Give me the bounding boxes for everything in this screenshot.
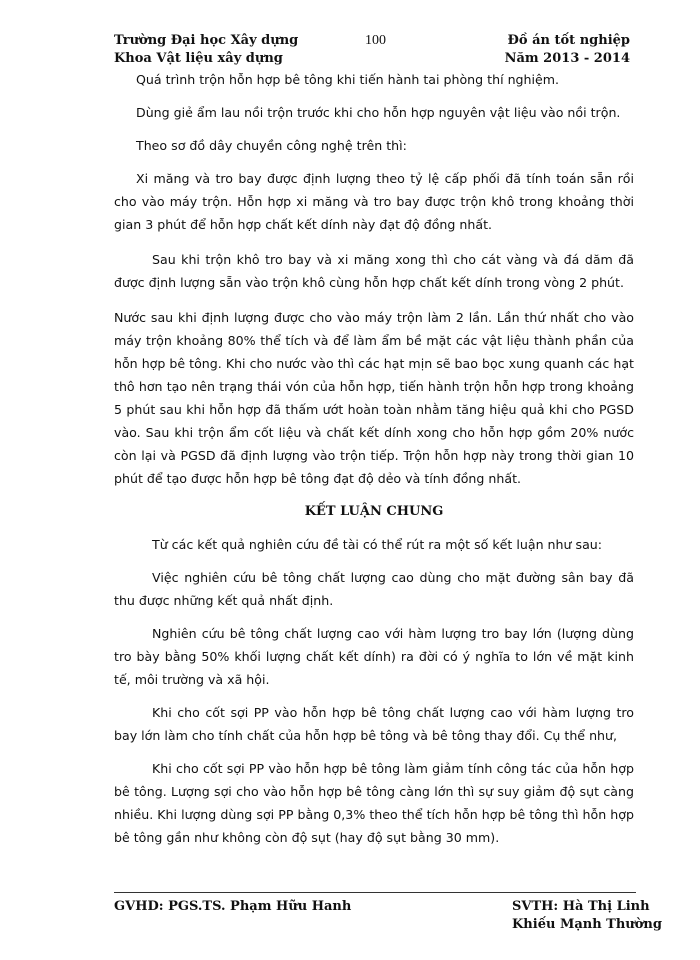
footer-supervisor: GVHD: PGS.TS. Phạm Hữu Hanh <box>114 899 352 914</box>
footer-divider <box>114 892 636 893</box>
paragraph: Nước sau khi định lượng được cho vào máy trộn làm 2 lần. Lần thứ nhất cho vào máy trộn khoảng 80% thể tích và để làm ẩm bề mặt các vật liệu thành phần của hỗn hợp bê tông. Khi cho nước vào thì các hạt mịn sẽ bao bọc xung quanh các hạt thô hơn tạo nên trạng thái vón của hỗn hợp, tiến hành trộn hỗn hợp trong khoảng 5 phút sau khi hỗn hợp đã thấm ướt hoàn toàn nhằm tăng hiệu quả khi cho PGSD vào. Sau khi trộn ẩm cốt liệu và chất kết dính xong cho hỗn hợp gồm 20% nước còn lại và PGSD đã định lượng vào trộn tiếp. Trộn hỗn hợp này trong thời gian 10 phút để tạo được hỗn hợp bê tông đạt độ dẻo và tính đồng nhất. <box>114 310 634 486</box>
page-body <box>114 68 634 849</box>
paragraph: Sau khi trộn khô tro bay và xi măng xong thì cho cát vàng và đá dăm đã được định lượng sẵn vào trộn khô cùng hỗn hợp chất kết dính trong vòng 2 phút. <box>114 252 634 290</box>
paragraph: Xi măng và tro bay được định lượng theo tỷ lệ cấp phối đã tính toán sẵn rồi cho vào máy trộn. Hỗn hợp xi măng và tro bay được trộn khô trong khoảng thời gian 3 phút để hỗn hợp chất kết dính này đạt độ đồng nhất. <box>114 171 634 232</box>
page-number: 100 <box>365 33 386 48</box>
paragraph: Từ các kết quả nghiên cứu đề tài có thể rút ra một số kết luận như sau: <box>152 537 603 552</box>
header-year: Năm 2013 - 2014 <box>504 51 630 66</box>
footer-student-1: SVTH: Hà Thị Linh <box>512 899 650 914</box>
footer-student-2: Khiếu Mạnh Thường <box>512 917 662 932</box>
header-faculty: Khoa Vật liệu xây dựng <box>114 51 283 66</box>
paragraph: Quá trình trộn hỗn hợp bê tông khi tiến hành tai phòng thí nghiệm. <box>136 72 560 87</box>
paragraph: Nghiên cứu bê tông chất lượng cao với hàm lượng tro bay lớn (lượng dùng tro bày bằng 50% khối lượng chất kết dính) ra đời có ý nghĩa to lớn về mặt kinh tế, môi trường và xã hội. <box>114 626 634 687</box>
paragraph: Việc nghiên cứu bê tông chất lượng cao dùng cho mặt đường sân bay đã thu được những kết quả nhất định. <box>114 570 634 608</box>
header-university: Trường Đại học Xây dựng <box>114 33 299 48</box>
paragraph: Theo sơ đồ dây chuyền công nghệ trên thì: <box>136 138 407 153</box>
paragraph: Dùng giẻ ẩm lau nồi trộn trước khi cho hỗn hợp nguyên vật liệu vào nồi trộn. <box>136 105 621 120</box>
section-heading: KẾT LUẬN CHUNG <box>304 504 444 519</box>
paragraph: Khi cho cốt sợi PP vào hỗn hợp bê tông làm giảm tính công tác của hỗn hợp bê tông. Lượng sợi cho vào hỗn hợp bê tông càng lớn thì sự suy giảm độ sụt càng nhiều. Khi lượng dùng sợi PP bằng 0,3% theo thể tích hỗn hợp bê tông thì hỗn hợp bê tông gần như không còn độ sụt (hay độ sụt bằng 30 mm). <box>114 761 634 845</box>
paragraph: Khi cho cốt sợi PP vào hỗn hợp bê tông chất lượng cao với hàm lượng tro bay lớn làm cho tính chất của hỗn hợp bê tông và bê tông thay đổi. Cụ thể như, <box>114 705 634 743</box>
header-doc-type: Đồ án tốt nghiệp <box>507 33 630 48</box>
